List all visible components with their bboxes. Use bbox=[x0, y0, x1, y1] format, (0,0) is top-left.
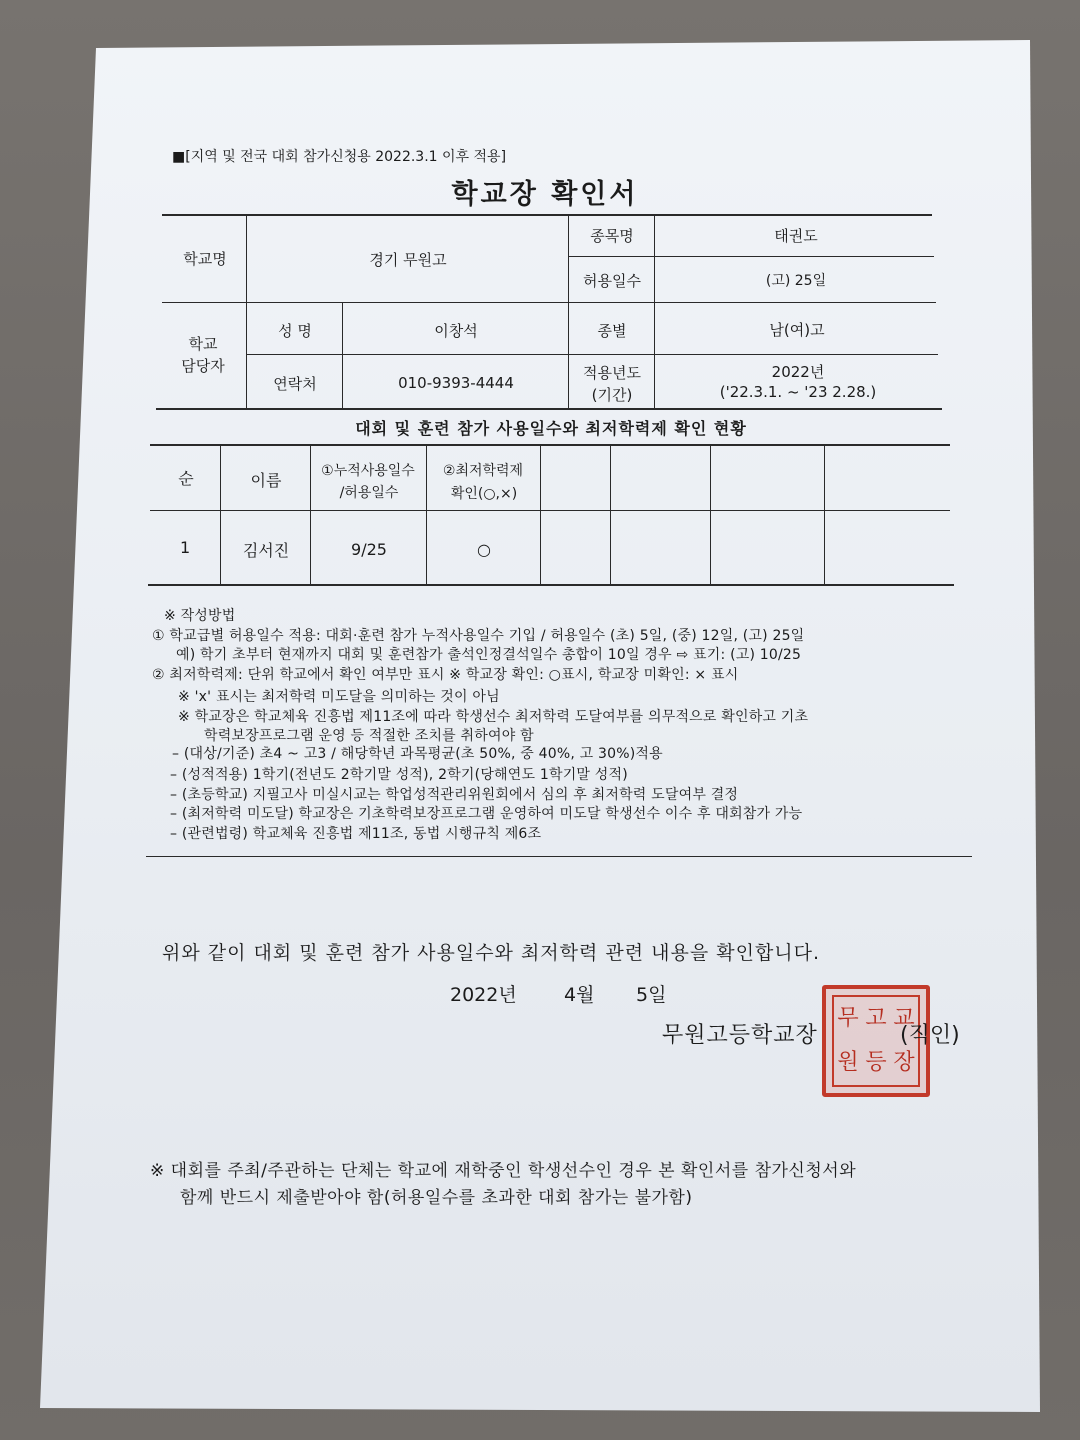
date-month: 4월 bbox=[564, 984, 595, 1006]
section-title: 대회 및 훈련 참가 사용일수와 최저학력제 확인 현황 bbox=[355, 419, 747, 438]
seal-char: 등 bbox=[865, 1050, 887, 1075]
row-1-check: ○ bbox=[477, 540, 491, 559]
table-divider bbox=[342, 303, 343, 408]
note-line: – (최저학력 미도달) 학교장은 기초학력보장프로그램 운영하여 미도달 학생선수 이수 후 대회참가 가능 bbox=[170, 806, 803, 822]
note-line: 예) 학기 초부터 현재까지 대회 및 훈련참가 출석인정결석일수 총합이 10일 경우 ⇨ 표기: (고) 10/25 bbox=[176, 647, 802, 663]
notes-heading: ※ 작성방법 bbox=[164, 608, 236, 624]
col-header-name: 이름 bbox=[250, 471, 282, 490]
table-rule bbox=[150, 510, 950, 511]
year-label-1: 적용년도 bbox=[583, 364, 641, 382]
note-line: – (초등학교) 지필고사 미실시교는 학업성적관리위원회에서 심의 후 최저학력 도달여부 결정 bbox=[170, 787, 739, 803]
table-divider bbox=[540, 446, 541, 584]
contact-value: 010-9393-4444 bbox=[398, 374, 514, 392]
table-divider bbox=[710, 446, 711, 584]
note-line: – (관련법령) 학교체육 진흥법 제11조, 동법 시행규칙 제6조 bbox=[170, 826, 542, 842]
manager-label-2: 담당자 bbox=[181, 357, 225, 375]
footer-line-1: ※ 대회를 주최/주관하는 단체는 학교에 재학중인 학생선수인 경우 본 확인서를 참가신청서와 bbox=[150, 1161, 857, 1181]
row-1-no: 1 bbox=[180, 538, 191, 557]
event-label: 종목명 bbox=[590, 227, 634, 245]
seal-char: 교 bbox=[893, 1006, 915, 1031]
seal-mark: (직인) bbox=[900, 1023, 960, 1048]
contact-label: 연락처 bbox=[273, 375, 317, 393]
gender-value: 남(여)고 bbox=[769, 321, 825, 339]
gender-label: 종별 bbox=[597, 322, 627, 340]
school-name-value: 경기 무원고 bbox=[369, 251, 447, 269]
table-divider bbox=[610, 446, 611, 584]
note-line: – (성적적용) 1학기(전년도 2학기말 성적), 2학기(당해연도 1학기말 성적) bbox=[170, 767, 628, 783]
seal-char: 무 bbox=[837, 1006, 859, 1031]
table-top-border bbox=[162, 214, 932, 216]
table-divider bbox=[824, 446, 825, 584]
table-rule bbox=[568, 256, 934, 257]
table-rule bbox=[162, 302, 936, 303]
table-bottom-border bbox=[148, 584, 954, 586]
footer-line-2: 함께 반드시 제출받아야 함(허용일수를 초과한 대회 참가는 불가함) bbox=[180, 1188, 693, 1208]
note-line: ① 학교급별 허용일수 적용: 대회·훈련 참가 누적사용일수 기입 / 허용일수 (초) 5일, (중) 12일, (고) 25일 bbox=[152, 628, 805, 644]
table-rule bbox=[156, 408, 942, 410]
header-note: ■[지역 및 전국 대회 참가신청용 2022.3.1 이후 적용] bbox=[172, 149, 507, 165]
row-1-days: 9/25 bbox=[351, 540, 387, 559]
table-divider bbox=[654, 216, 655, 408]
signer-name: 무원고등학교장 bbox=[662, 1023, 818, 1048]
note-line: – (대상/기준) 초4 ~ 고3 / 해당학년 과목평균(초 50%, 중 40%, 고 30%)적용 bbox=[172, 746, 663, 762]
col-header-days-1: ①누적사용일수 bbox=[321, 463, 415, 479]
seal-char: 고 bbox=[865, 1006, 887, 1031]
school-name-label: 학교명 bbox=[183, 250, 227, 268]
note-line: 학력보장프로그램 운영 등 적절한 조치를 취하여야 함 bbox=[204, 728, 534, 744]
note-line: ※ 학교장은 학교체육 진흥법 제11조에 따라 학생선수 최저학력 도달여부를 의무적으로 확인하고 기초 bbox=[178, 709, 809, 725]
table-rule bbox=[150, 444, 950, 446]
col-header-days-2: /허용일수 bbox=[339, 485, 399, 501]
table-divider bbox=[246, 216, 247, 408]
table-rule bbox=[246, 354, 938, 355]
year-label-2: (기간) bbox=[591, 386, 633, 404]
table-divider bbox=[568, 216, 569, 408]
person-name-label: 성 명 bbox=[278, 322, 312, 340]
confirm-text: 위와 같이 대회 및 훈련 참가 사용일수와 최저학력 관련 내용을 확인합니다. bbox=[162, 942, 821, 964]
row-1-name: 김서진 bbox=[242, 541, 290, 560]
date-day: 5일 bbox=[636, 984, 667, 1006]
allowed-days-label: 허용일수 bbox=[583, 272, 641, 290]
seal-char: 원 bbox=[837, 1050, 859, 1075]
notes-divider bbox=[146, 856, 972, 857]
date-year: 2022년 bbox=[450, 984, 517, 1006]
note-line: ② 최저학력제: 단위 학교에서 확인 여부만 표시 ※ 학교장 확인: ○표시, 학교장 미확인: × 표시 bbox=[152, 667, 739, 683]
allowed-days-value: (고) 25일 bbox=[765, 273, 827, 289]
col-header-check-2: 확인(○,×) bbox=[450, 486, 518, 502]
table-divider bbox=[220, 446, 221, 584]
seal-char: 장 bbox=[893, 1050, 915, 1075]
document-title: 학교장 확인서 bbox=[451, 179, 639, 210]
manager-label-1: 학교 bbox=[188, 335, 218, 353]
period-value: ('22.3.1. ~ '23 2.28.) bbox=[719, 383, 877, 401]
year-value: 2022년 bbox=[771, 363, 825, 381]
event-value: 태권도 bbox=[774, 227, 818, 245]
col-header-check-1: ②최저학력제 bbox=[442, 463, 524, 479]
person-name-value: 이창석 bbox=[434, 322, 478, 340]
col-header-no: 순 bbox=[178, 469, 194, 488]
note-line: ※ 'x' 표시는 최저학력 미도달을 의미하는 것이 아님 bbox=[178, 689, 500, 705]
